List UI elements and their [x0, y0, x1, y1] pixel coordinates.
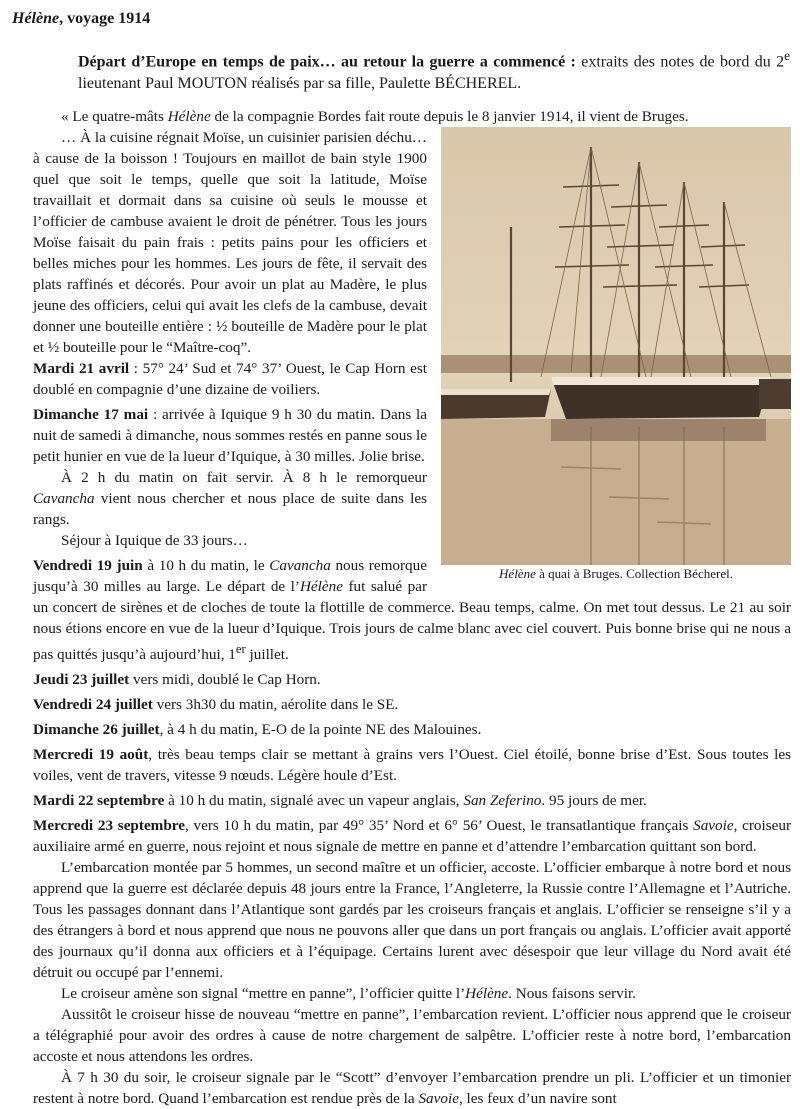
entry-text: : 57° 24’ Sud et 74° 37’ Ouest, le Cap Horn est doublé en compagnie d’une dizaine de voiliers. — [33, 360, 428, 398]
entry-ship-name: Savoie — [693, 817, 734, 835]
ship-photo-figure — [441, 127, 791, 583]
article-body — [33, 106, 791, 1109]
signal-text-1: Le croiseur amène son signal “mettre en panne”, l’officier quitte l’ — [61, 985, 466, 1003]
paragraph-cook: … À la cuisine régnait Moïse, un cuisinier parisien déchu… à cause de la boisson ! Toujours en maillot de bain style 1900 quel que soit le temps, quelle que soit la latitude, Moïse travaillait et dormait dans sa cuisine où seuls le mousse et l’officier de cambuse avaient le droit de pénétrer. Tous les jours Moïse faisait du pain frais : petits pains pour les officiers et belles miches pour les hommes. Les jours de fête, il servait des plats raffinés et décorés. Pour avoir un plat au Madère, le plus jeune des officiers, celui qui avait les clefs de la cambuse, devait donner une bouteille entière : ½ bouteille de Madère pour le plat et ½ bouteille pour le “Maître-coq”. — [33, 129, 427, 356]
entry-ship-name: San Zeferino — [463, 792, 542, 810]
entry-date: Jeudi 23 juillet — [33, 671, 130, 689]
entry-text: fut salué par un concert de sirènes et de cloches de toute la flottille de commerce. Beau temps, calme. On met tout dessus. Le 21 au soir nous étions encore en vue de la lueur d’Iquique. Trois jours de calme blanc avec ciel couvert. Puis bonne brise qui ne nous a pas quittés jusqu’à aujourd’hui, 1 — [33, 578, 791, 664]
entry-date: Vendredi 19 juin — [33, 557, 143, 574]
entry-23-juillet — [33, 669, 791, 690]
signal-text-2: . Nous faisons servir. — [508, 985, 636, 1003]
intro-ship-name: Hélène — [167, 108, 211, 125]
paragraph-stay: Séjour à Iquique de 33 jours… — [61, 532, 248, 549]
tug-text-2: vient nous chercher et nous place de suite dans les rangs. — [33, 490, 427, 528]
paragraph-boarding: L’embarcation montée par 5 hommes, un second maître et un officier, accoste. L’officier embarque à notre bord et nous apprend que la guerre est déclarée depuis 48 jours entre la France, l’Angleterre, la Russie contre l’Allemagne et l’Autriche. Tous les passages donnant dans l’Atlantique sont gardés par les croiseurs français et anglais. L’officier se renseigne s’il y a des étrangers à bord et nous apprend que nous ne pouvons aller que dans un port français ou anglais. L’officier avait apporté des journaux qu’il donna aux officiers et à l’équipage. Certains lurent avec désespoir que leur village du Nord avait été détruit ou occupé par l’ennemi. — [33, 859, 791, 982]
entry-date: Dimanche 17 mai — [33, 406, 149, 423]
intro-text-1: « Le quatre-mâts — [61, 108, 168, 125]
ship-photo — [441, 127, 791, 565]
paragraph-signal — [33, 983, 791, 1004]
entry-text: , vers 10 h du matin, par 49° 35’ Nord et 6° 56’ Ouest, le transatlantique français — [185, 817, 694, 835]
subtitle-sup: e — [784, 48, 791, 63]
document-title — [12, 10, 150, 28]
signal-ship-name: Hélène — [465, 985, 509, 1003]
entry-text: : arrivée à Iquique 9 h 30 du matin. Dans la nuit de samedi à dimanche, nous sommes restés en panne sous le petit hunier en vue de la lueur d’Iquique, à 30 milles. Jolie brise. — [33, 406, 427, 465]
entry-date: Dimanche 26 juillet — [33, 721, 160, 739]
entry-19-aout — [33, 744, 791, 786]
entry-text: , très beau temps clair se mettant à grains vers l’Ouest. Ciel étoilé, bonne brise d’Est. Sous toutes les voiles, vent de travers, vitesse 9 nœuds. Légère houle d’Est. — [33, 746, 791, 785]
entry-text: . 95 jours de mer. — [541, 792, 647, 810]
entry-26-juillet — [33, 719, 791, 740]
entry-text: , croiseur auxiliaire armé en guerre, nous rejoint et nous signale de mettre en panne et d’attendre l’embarcation quittant son bord. — [33, 817, 792, 856]
entry-22-septembre — [33, 790, 791, 811]
title-rest: , voyage 1914 — [59, 10, 151, 27]
entry-text: à 10 h du matin, signalé avec un vapeur anglais, — [164, 792, 464, 810]
paragraph-orders: Aussitôt le croiseur hisse de nouveau “mettre en panne”, l’embarcation revient. L’officier nous apprend que le croiseur a télégraphié pour avoir des ordres à cause de notre chargement de salpêtre. L’officier reste à notre bord, l’embarcation accoste et nous attendons les ordres. — [33, 1006, 791, 1066]
entry-date: Mercredi 19 août — [33, 746, 149, 764]
subtitle-text-2: lieutenant Paul MOUTON réalisés par sa fille, Paulette BÉCHEREL. — [78, 75, 522, 93]
entry-text: vers 3h30 du matin, aérolite dans le SE. — [152, 696, 399, 714]
caption-ship-name: Hélène — [499, 566, 536, 581]
entry-ship-name: Hélène — [299, 578, 343, 595]
entry-text: juillet. — [245, 646, 289, 664]
evening-text-1: À 7 h 30 du soir, le croiseur signale par le “Scott” d’envoyer l’embarcation prendre un pli. L’officier et un timonier restent à notre bord. Quand l’embarcation est rendue près de la — [33, 1069, 791, 1108]
entry-text: à 10 h du matin, le — [142, 557, 270, 574]
paragraph-intro — [33, 106, 791, 127]
entry-date: Mardi 22 septembre — [33, 792, 165, 810]
document-subtitle — [78, 45, 790, 95]
entry-24-juillet — [33, 694, 791, 715]
entry-text: , à 4 h du matin, E-O de la pointe NE des Malouines. — [159, 721, 482, 739]
entry-ship-name: Cavancha — [269, 557, 331, 574]
entry-sup: er — [235, 642, 246, 656]
tug-ship-name: Cavancha — [33, 490, 95, 507]
entry-date: Vendredi 24 juillet — [33, 696, 153, 714]
entry-text: nous remorque jusqu’à 30 milles au large. Le départ de l’ — [33, 557, 427, 595]
evening-text-2: , les feux d’un navire sont — [458, 1090, 617, 1108]
caption-text: à quai à Bruges. Collection Bécherel. — [535, 566, 733, 581]
entry-date: Mardi 21 avril — [33, 360, 130, 377]
subtitle-bold: Départ d’Europe en temps de paix… au retour la guerre a commencé : — [78, 53, 576, 71]
intro-text-2: de la compagnie Bordes fait route depuis le 8 janvier 1914, il vient de Bruges. — [210, 108, 689, 125]
entry-date: Mercredi 23 septembre — [33, 817, 185, 835]
subtitle-text-1: extraits des notes de bord du 2 — [575, 53, 785, 71]
entry-23-septembre — [33, 815, 791, 857]
evening-ship-name: Savoie — [418, 1090, 459, 1108]
title-ship-name: Hélène — [12, 10, 60, 27]
entry-text: vers midi, doublé le Cap Horn. — [129, 671, 321, 689]
tug-text-1: À 2 h du matin on fait servir. À 8 h le remorqueur — [61, 469, 427, 486]
photo-caption — [441, 565, 791, 583]
